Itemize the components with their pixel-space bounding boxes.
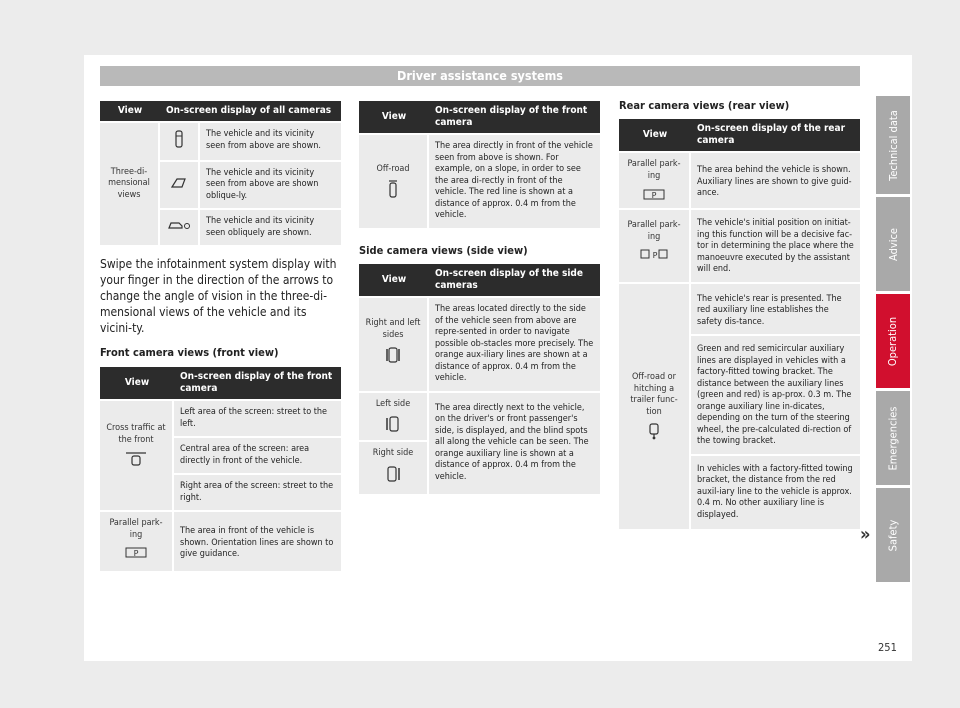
tab-advice[interactable] <box>876 197 910 291</box>
column-left <box>100 101 341 245</box>
front-views-heading: Front camera views (front view) <box>100 346 279 359</box>
display-column-header: On-screen display of all cameras <box>160 101 341 121</box>
both-sides-label-cell <box>359 296 429 391</box>
svg-text:P: P <box>133 549 139 558</box>
tab-operation-label: Operation <box>886 316 900 366</box>
side-view-column-header: View <box>359 264 429 296</box>
swipe-paragraph: Swipe the infotainment system display with your finger in the direction of the arrows to change the angle of vision in the three-di-mensional views of the vehicle and its vicini-ty. <box>100 257 337 335</box>
rear-parallel2-label-cell <box>619 208 691 282</box>
car-oblique-side-icon <box>167 219 191 231</box>
front-offroad-label-cell <box>359 133 429 228</box>
parallel-parking-rear-icon <box>642 186 666 202</box>
three-d-row-3 <box>160 208 341 245</box>
right-side-label-cell <box>359 440 429 494</box>
section-tabs <box>876 96 910 585</box>
rear-parallel2-label: Parallel park-ing <box>627 220 681 242</box>
three-d-row-2 <box>160 160 341 209</box>
rear-parallel1-desc: The area behind the vehicle is shown. Auxiliary lines are shown to give guid-ance. <box>691 151 860 208</box>
rear-view-column-header: View <box>619 119 691 151</box>
front-table-container <box>100 367 341 571</box>
side-table-container <box>359 264 600 494</box>
svg-text:P: P <box>651 191 657 200</box>
rear-views-heading: Rear camera views (rear view) <box>619 99 790 112</box>
front-parallel-desc: The area in front of the vehicle is shown. Orientation lines are shown to give guidance. <box>174 510 341 571</box>
cross-row-center: Central area of the screen: area directly in front of the vehicle. <box>174 436 341 473</box>
cross-row-right: Right area of the screen: street to the right. <box>174 473 341 510</box>
cross-traffic-label-cell <box>100 399 174 510</box>
tab-safety[interactable] <box>876 488 910 582</box>
front-offroad-desc: The area directly in front of the vehicle seen from above is shown. For example, on a slope, in order to see the area di-rectly in front of the vehicle. The red line is shown at a distance of approx. 0.4 m from the vehicle. <box>429 133 600 228</box>
tab-safety-label: Safety <box>886 519 900 551</box>
car-top-view-icon <box>173 129 185 149</box>
rear-parallel1-label-cell <box>619 151 691 208</box>
three-d-row-2-desc: The vehicle and its vicinity seen from above are shown oblique-ly. <box>199 162 341 209</box>
single-side-desc: The area directly next to the vehicle, on the driver's or front passenger's side, is displayed, and the blind spots all along the vehicle can be seen. The orange auxiliary line is shown at a distance of approx. 0.4 m from the vehicle. <box>429 391 600 494</box>
trailer-hitch-icon <box>647 422 661 440</box>
park-assist-icon <box>639 247 669 261</box>
front-parallel-label-cell <box>100 510 174 571</box>
tab-advice-label: Advice <box>886 227 900 261</box>
three-d-row-1-desc: The vehicle and its vicinity seen from above are shown. <box>199 123 341 160</box>
cross-traffic-icon <box>125 450 147 466</box>
left-side-label-cell <box>359 391 429 441</box>
side-camera-table <box>359 264 600 494</box>
rear-offroad-row-2: Green and red semicircular auxiliary lines are displayed in vehicles with a factory-fitted towing bracket. The distance between the auxiliary lines (green and red) is ap-prox. 0.3 m. The orange auxiliary line in-dicates, depending on the turn of the steering wheel, the pre-calculated di-rection of the towing bracket. <box>691 334 860 454</box>
right-side-label: Right side <box>372 448 414 458</box>
tab-technical-data-label: Technical data <box>886 109 900 181</box>
front-offroad-label: Off-road <box>376 163 410 174</box>
all-cameras-table <box>100 101 341 245</box>
offroad-display-column-header: On-screen display of the front camera <box>429 101 600 133</box>
side-right-icon <box>385 464 401 484</box>
three-d-views-label: Three-di- mensional views <box>100 121 160 245</box>
rear-display-column-header: On-screen display of the rear camera <box>691 119 860 151</box>
page-number: 251 <box>878 641 897 654</box>
cross-row-left: Left area of the screen: street to the left. <box>174 399 341 436</box>
tab-emergencies[interactable] <box>876 391 910 485</box>
both-sides-desc: The areas located directly to the side of the vehicle seen from above are repre-sented in order to navigate possible ob-stacles more precisely. The orange aux-iliary lines are shown at a distance of approx. 0.4 m from the vehicle. <box>429 296 600 391</box>
front-camera-table <box>100 367 341 571</box>
front-offroad-table <box>359 101 600 228</box>
three-d-row-1 <box>160 121 341 160</box>
front-display-column-header: On-screen display of the front camera <box>174 367 341 399</box>
side-left-icon <box>385 414 401 434</box>
page-header: Driver assistance systems <box>100 66 860 86</box>
rear-table-container <box>619 119 860 529</box>
front-parallel-label: Parallel park-ing <box>109 518 163 540</box>
column-middle <box>359 101 600 228</box>
cross-traffic-label: Cross traffic at the front <box>106 423 166 445</box>
side-display-column-header: On-screen display of the side cameras <box>429 264 600 296</box>
continue-mark: » <box>860 524 871 545</box>
three-d-row-3-desc: The vehicle and its vicinity seen obliquely are shown. <box>199 210 341 245</box>
side-views-heading: Side camera views (side view) <box>359 244 528 257</box>
rear-parallel2-desc: The vehicle's initial position on initiat-ing this function will be a decisive fac-tor in determining the place where the manoeuvre executed by the assistant will end. <box>691 208 860 282</box>
rear-parallel1-label: Parallel park-ing <box>627 159 681 181</box>
car-oblique-top-icon <box>169 176 189 190</box>
rear-offroad-label-cell <box>619 282 691 530</box>
tab-operation[interactable] <box>876 294 910 388</box>
view-column-header: View <box>100 101 160 121</box>
rear-offroad-label: Off-road or hitching a trailer func-tion <box>630 372 678 417</box>
offroad-view-column-header: View <box>359 101 429 133</box>
rear-camera-table <box>619 119 860 529</box>
side-both-icon <box>385 345 401 365</box>
offroad-front-icon <box>387 179 399 199</box>
tab-technical-data[interactable] <box>876 96 910 194</box>
rear-offroad-row-1: The vehicle's rear is presented. The red auxiliary line establishes the safety dis-tance. <box>691 282 860 335</box>
rear-offroad-row-3: In vehicles with a factory-fitted towing bracket, the distance from the red auxil-iary line to the vehicle is approx. 0.4 m. No other auxiliary line is displayed. <box>691 454 860 530</box>
parallel-parking-front-icon <box>124 545 148 561</box>
svg-text:P: P <box>652 251 658 260</box>
left-side-label: Left side <box>375 398 411 409</box>
tab-emergencies-label: Emergencies <box>886 406 900 470</box>
both-sides-label: Right and left sides <box>365 318 421 340</box>
front-view-column-header: View <box>100 367 174 399</box>
